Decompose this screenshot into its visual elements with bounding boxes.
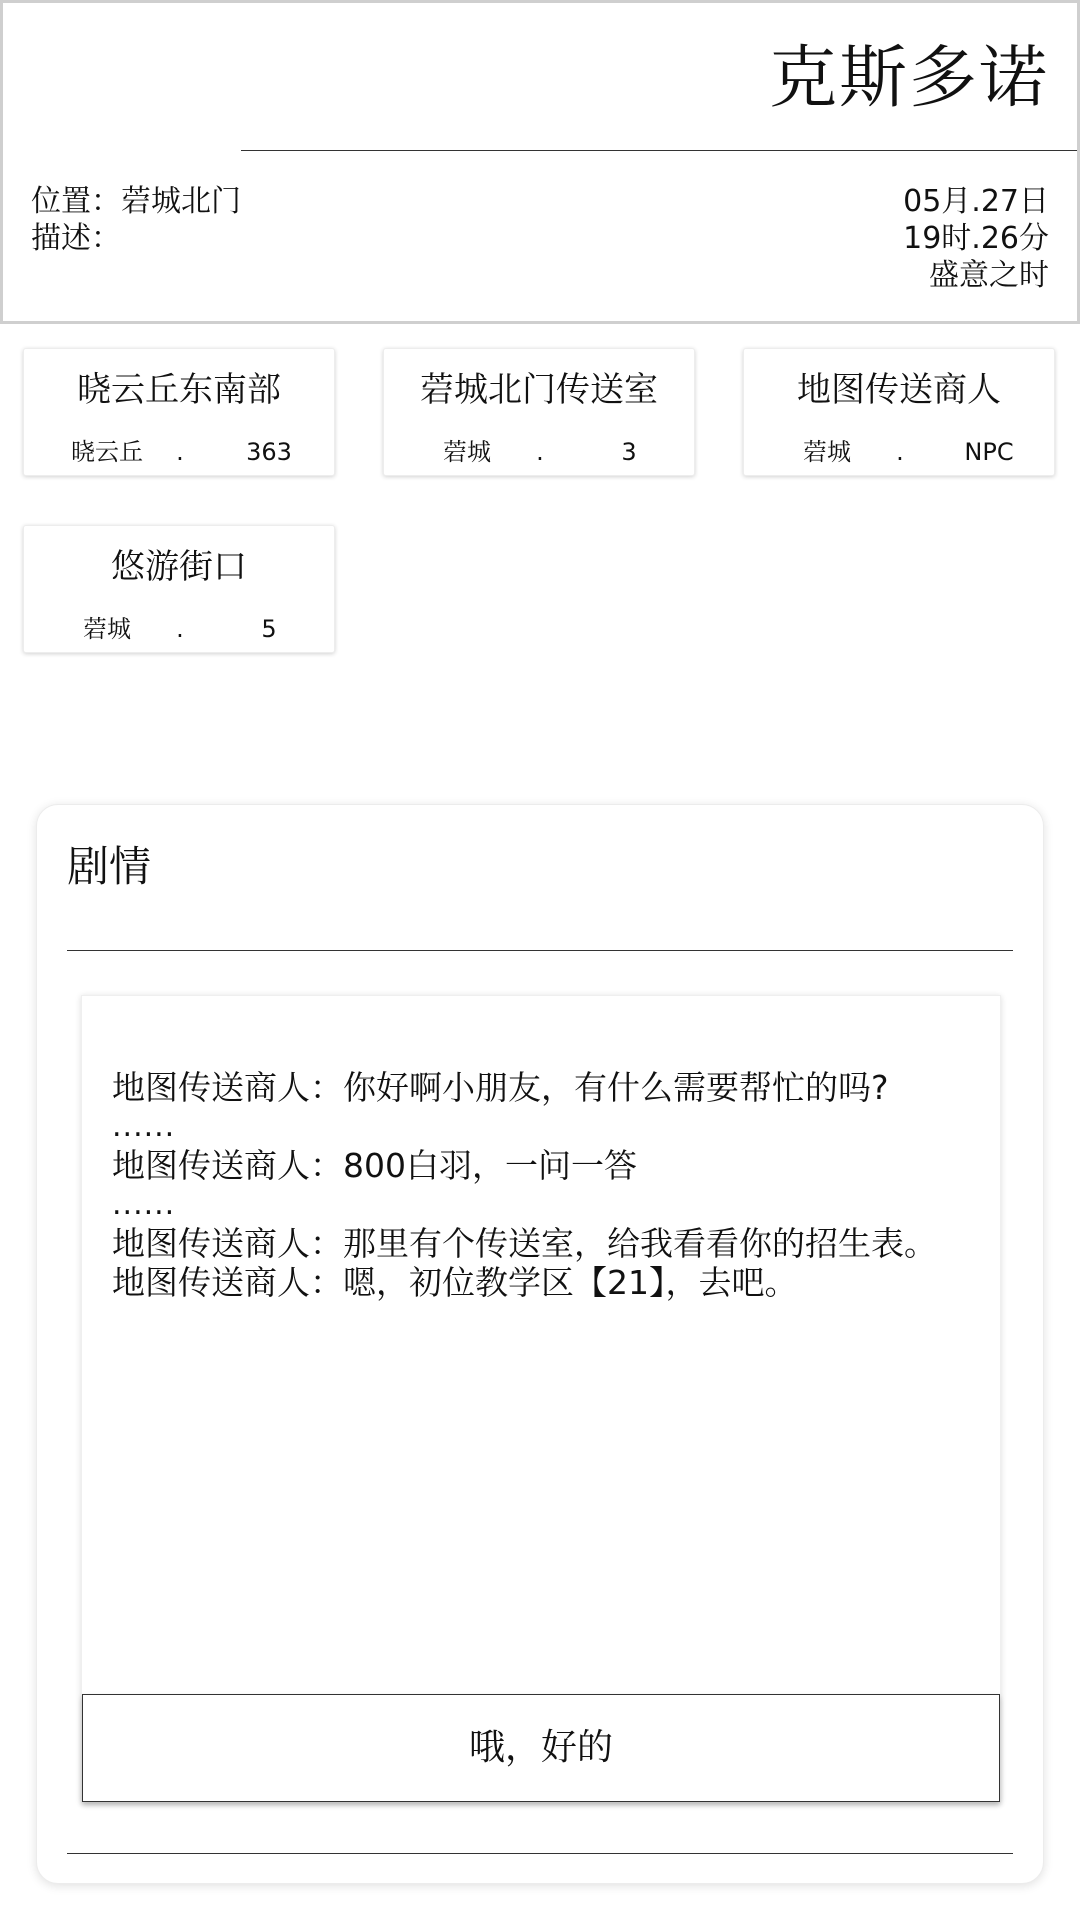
story-divider-top: [67, 950, 1013, 951]
description-row: [31, 220, 241, 257]
reply-button[interactable]: 哦，好的: [82, 1694, 1000, 1802]
location-label: 位置：: [31, 184, 121, 219]
destination-region: 晓云丘: [71, 438, 143, 466]
destination-meta: [744, 437, 1054, 467]
dialog-line: 地图传送商人：那里有个传送室，给我看看你的招生表。: [112, 1224, 937, 1263]
destination-value: 5: [261, 615, 277, 643]
destination-card[interactable]: [383, 348, 695, 476]
story-title: 剧情: [67, 842, 152, 891]
description-label: 描述：: [31, 221, 121, 256]
destination-value: 363: [246, 438, 292, 466]
destination-name: 菪城北门传送室: [420, 370, 658, 410]
period-text: 盛意之时: [929, 258, 1049, 293]
dialog-line: 地图传送商人：嗯，初位教学区【21】，去吧。: [112, 1263, 798, 1302]
story-panel: [36, 804, 1044, 1884]
location-row: [31, 183, 241, 220]
destination-region: 菪城: [83, 615, 131, 643]
header-panel: [0, 0, 1080, 324]
destination-separator: .: [896, 438, 904, 466]
dialog-line: 地图传送商人：你好啊小朋友，有什么需要帮忙的吗?: [112, 1068, 889, 1107]
destination-value: 3: [621, 438, 637, 466]
destination-value: NPC: [964, 438, 1014, 466]
location-value: 菪城北门: [121, 184, 241, 219]
destination-name: 地图传送商人: [797, 370, 1001, 410]
time-info: [903, 183, 1049, 294]
destination-region: 菪城: [443, 438, 491, 466]
destination-separator: .: [536, 438, 544, 466]
destination-meta: [384, 437, 694, 467]
destination-separator: .: [176, 615, 184, 643]
dialog-text: [112, 1068, 970, 1302]
dialog-ellipsis: ......: [112, 1109, 176, 1144]
destination-meta: [24, 437, 334, 467]
destination-card[interactable]: [743, 348, 1055, 476]
time-text: 19时.26分: [903, 221, 1049, 256]
destination-name: 晓云丘东南部: [77, 370, 281, 410]
destination-name: 悠游街口: [111, 547, 247, 587]
location-info: [31, 183, 241, 257]
header-divider: [241, 150, 1077, 151]
dialog-line: 地图传送商人：800白羽，一问一答: [112, 1146, 637, 1185]
character-name: 克斯多诺: [768, 39, 1049, 118]
date-text: 05月.27日: [903, 184, 1049, 219]
dialog-box: [81, 995, 1001, 1803]
destination-card[interactable]: [23, 525, 335, 653]
dialog-ellipsis: ......: [112, 1187, 176, 1222]
destination-meta: [24, 614, 334, 644]
destination-separator: .: [176, 438, 184, 466]
destination-card[interactable]: [23, 348, 335, 476]
destination-region: 菪城: [803, 438, 851, 466]
story-divider-bottom: [67, 1853, 1013, 1854]
